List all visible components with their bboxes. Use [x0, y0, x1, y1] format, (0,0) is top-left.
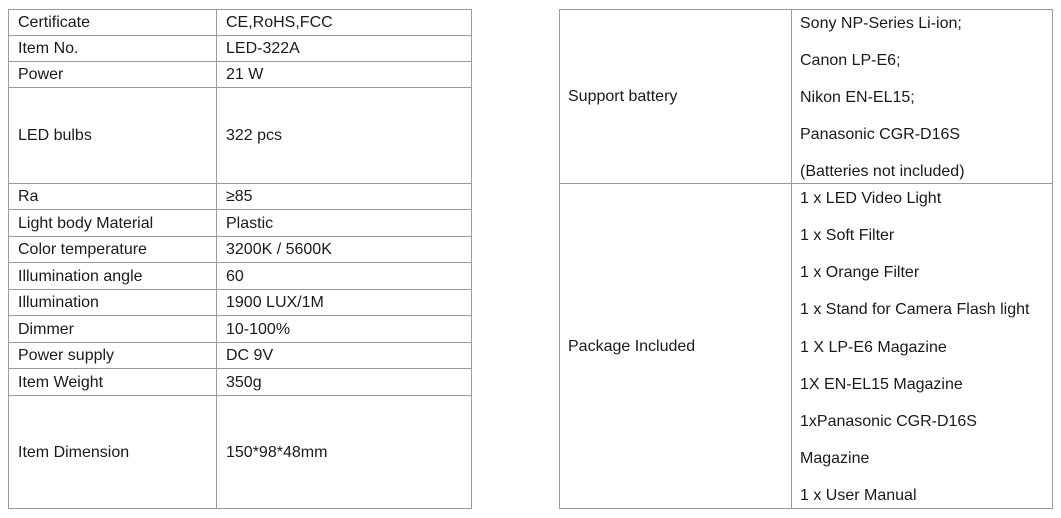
spec-value-item-weight: 350g [226, 373, 262, 391]
spec-label-illumination-angle: Illumination angle [18, 267, 143, 285]
spec-label-illumination: Illumination [18, 294, 99, 311]
right-table-border-right [1052, 9, 1053, 509]
spec-value-item-dimension: 150*98*48mm [226, 443, 328, 461]
support-battery-line: (Batteries not included) [800, 163, 965, 180]
spec-value-led-bulbs: 322 pcs [226, 127, 283, 144]
spec-label-power: Power [18, 66, 64, 83]
spec-label-led-bulbs: LED bulbs [18, 127, 92, 144]
spec-value-illumination: 1900 LUX/1M [226, 294, 324, 311]
spec-value-color-temperature: 3200K / 5600K [226, 241, 332, 258]
spec-value-ra: ≥85 [226, 188, 253, 205]
left-table-border-right [471, 9, 472, 509]
spec-label-light-body-material: Light body Material [18, 214, 154, 232]
package-item: 1 X LP-E6 Magazine [800, 339, 947, 356]
spec-label-item-no: Item No. [18, 40, 79, 57]
spec-label-dimmer: Dimmer [18, 320, 74, 338]
package-included-label: Package Included [568, 337, 696, 355]
package-item: Magazine [800, 450, 870, 467]
left-table-column-line [216, 9, 217, 509]
spec-label-ra: Ra [18, 188, 39, 205]
support-battery-line: Sony NP-Series Li-ion; [800, 15, 962, 32]
package-item: 1 x User Manual [800, 487, 917, 504]
support-battery-label: Support battery [568, 88, 678, 105]
right-table-column-line [791, 9, 792, 509]
spec-value-power: 21 W [226, 66, 264, 83]
spec-label-item-weight: Item Weight [18, 373, 104, 391]
package-item: 1 x Orange Filter [800, 264, 920, 281]
package-item: 1X EN-EL15 Magazine [800, 376, 963, 393]
support-battery-line: Nikon EN-EL15; [800, 89, 915, 106]
spec-value-item-no: LED-322A [226, 40, 300, 57]
spec-value-dimmer: 10-100% [226, 320, 291, 338]
package-item: 1 x LED Video Light [800, 190, 942, 207]
package-item: 1 x Soft Filter [800, 227, 895, 244]
spec-value-certificate: CE,RoHS,FCC [226, 14, 333, 31]
left-table-border-left [8, 9, 9, 509]
spec-label-color-temperature: Color temperature [18, 241, 147, 258]
package-item: 1xPanasonic CGR-D16S [800, 413, 977, 430]
spec-value-illumination-angle: 60 [226, 267, 244, 285]
support-battery-line: Canon LP-E6; [800, 52, 901, 69]
spec-value-power-supply: DC 9V [226, 347, 274, 364]
spec-label-power-supply: Power supply [18, 347, 115, 364]
support-battery-line: Panasonic CGR-D16S [800, 126, 961, 143]
package-item: 1 x Stand for Camera Flash light [800, 301, 1030, 318]
spec-label-item-dimension: Item Dimension [18, 443, 130, 461]
spec-value-light-body-material: Plastic [226, 214, 274, 232]
spec-label-certificate: Certificate [18, 14, 91, 31]
spec-sheet [8, 9, 1053, 509]
right-table-border-left [559, 9, 560, 509]
